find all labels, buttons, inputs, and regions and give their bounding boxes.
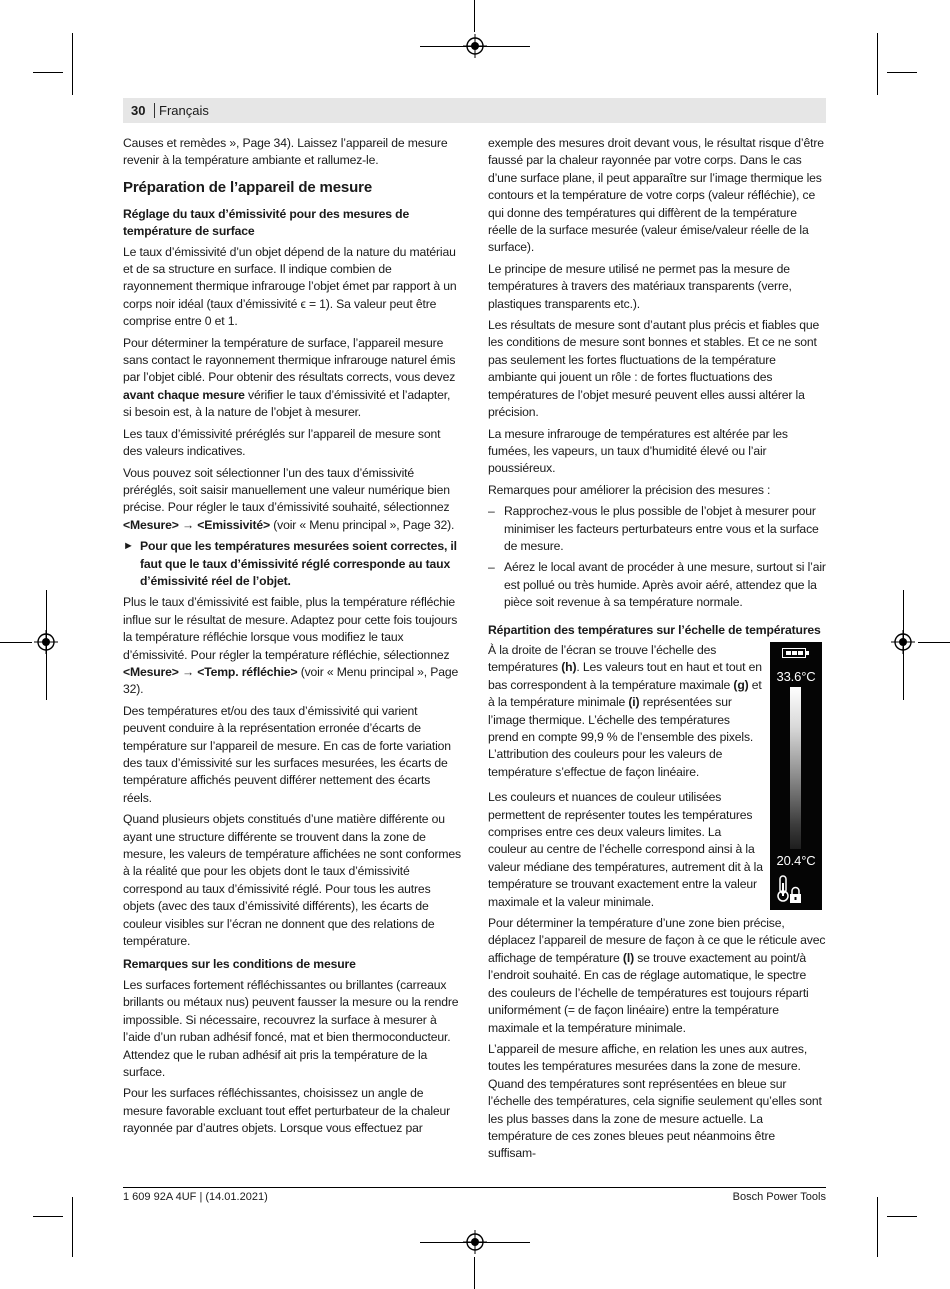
ref-i: (i) [628,695,640,710]
paragraph: Les taux d’émissivité préréglés sur l’appareil de mesure sont des valeurs indicatives. [123,426,441,459]
paragraph: exemple des mesures droit devant vous, le résultat risque d’être faussé par la chaleur rayonnée par votre corps. Dans le cas d’une surface plane, il peut apparaître sur l’image thermique les contours et la température de votre corps (valeur réfléchie), ce qui donne des températures qui diffèrent de la température réelle de la surface mesurée (valeur émise/valeur réelle de la surface). [488,136,824,255]
crop-mark [887,1216,917,1217]
subsection-heading: Réglage du taux d’émissivité pour des mesures de température de surface [123,206,410,239]
text-run: et à la température minimale [488,677,762,710]
text-run: . Les valeurs tout en haut et tout en bas correspondent à la température maximale [488,660,762,692]
max-temperature: 33.6°C [776,668,816,684]
page-language: Français [159,103,209,118]
text-run: À la droite de l’écran se trouve l’échelle des températures [488,642,717,675]
text-run: représentées sur l’image thermique. L’échelle des températures prend en compte 99,9 % de l’ensemble des pixels. L’attribution des couleurs pour les valeurs de température s’effectue de façon linéaire. [488,695,754,779]
paragraph [488,915,826,1037]
important-note [123,538,461,590]
header-separator [154,103,155,118]
text-run: Pour déterminer la température d’une zone bien précise, déplacez l’appareil de mesure de façon à ce que le réticule avec affichage de température [488,916,826,965]
temperature-gradient-bar [790,687,801,849]
menu-path-emissivite: <Emissivité> [197,517,270,532]
ref-l: (l) [622,950,634,965]
paragraph: L’appareil de mesure affiche, en relation les unes aux autres, toutes les températures mesurées dans la zone de mesure. Quand des températures sont représentées en bleue sur l’échelle des températures, cela signifie seulement qu’elles sont les plus basses dans la zone de mesure actuelle. La température de ces zones bleues peut néanmoins être suffisam- [488,1041,822,1161]
battery-icon [782,648,806,658]
footer-rule [123,1187,826,1188]
min-temperature: 20.4°C [776,852,816,868]
text-run: Plus le taux d’émissivité est faible, plus la température réfléchie influe sur le résultat de mesure. Adaptez pour cette fois toujours la température réfléchie lorsque vous modifiez le taux d’émissivité. Pour régler la température réfléchie, sélectionnez [123,595,458,662]
crop-mark [72,1197,73,1257]
paragraph: Le principe de mesure utilisé ne permet pas la mesure de températures à travers des matériaux transparents (verre, plastiques transparents etc.). [488,261,792,311]
text-run: Vous pouvez soit sélectionner l’un des taux d’émissivité préréglés, soit saisir manuellement une valeur numérique bien précise. Pour régler le taux d’émissivité souhaité, sélectionnez [123,465,450,515]
crop-mark [918,642,950,643]
menu-path-mesure: <Mesure> [123,664,179,679]
footer-doc-ref: 1 609 92A 4UF | (14.01.2021) [123,1191,268,1203]
list-item [488,559,826,611]
text-run: (voir « Menu principal », Page 32). [270,517,455,532]
paragraph [123,465,461,535]
paragraph: Les résultats de mesure sont d’autant plus précis et fiables que les conditions de mesure sont bonnes et stables. Et ce ne sont pas seulement les fortes fluctuations de la température ambiante qui jouent un rôle : de fortes fluctuations des températures de l’objet mesuré peuvent elles aussi altérer la précision. [488,318,820,420]
crop-mark [72,33,73,95]
dash-bullet: – [488,560,495,575]
list-item [488,503,826,555]
list-item-text: Aérez le local avant de procéder à une mesure, surtout si l’air est pollué ou très humide. Après avoir aéré, attendez que la pièce soit revenue à sa température normale. [504,560,826,610]
text-run: (voir « Menu principal », Page 32). [123,664,459,697]
ref-g: (g) [733,677,749,692]
footer-brand: Bosch Power Tools [732,1191,826,1203]
paragraph [123,594,461,698]
temperature-scale-display [770,642,822,910]
page-header [123,98,826,123]
text-run: se trouve exactement au point/à l’endroit souhaité. En cas de réglage automatique, le spectre des couleurs de l’échelle de températures est toujours réparti uniformément (= de façon linéaire) entre la température maximale et la température minimale. [488,950,809,1035]
paragraph: Pour les surfaces réfléchissantes, choisissez un angle de mesure favorable excluant tout effet perturbateur de la chaleur rayonnée par d’autres objets. Lorsque vous effectuez par [123,1086,451,1136]
registration-mark-icon [463,1230,487,1254]
note-text: Pour que les températures mesurées soient correctes, il faut que le taux d’émissivité réglé corresponde au taux d’émissivité réel de l’objet. [140,539,457,588]
list-item-text: Rapprochez-vous le plus possible de l’objet à mesurer pour minimiser les facteurs perturbateurs entre vous et la surface de mesure. [504,504,819,553]
subsection-heading: Remarques sur les conditions de mesure [123,957,356,972]
page-number: 30 [131,103,146,118]
paragraph: Les couleurs et nuances de couleur utilisées permettent de représenter toutes les températures comprises entre ces deux valeurs limites. La couleur au centre de l’échelle correspond ainsi à la valeur médiane des températures, autrement dit à la température se trouvant exactement entre la valeur maximale et la valeur minimale. [488,790,763,909]
crop-mark [474,0,475,32]
paragraph: Le taux d’émissivité d’un objet dépend de la nature du matériau et de sa structure en surface. Il indique combien de rayonnement thermique infrarouge l’objet émet par rapport à un corps noir idéal (taux d’émissivité ϵ = 1). Sa valeur peut être comprise entre 0 et 1. [123,244,457,329]
emphasis: avant chaque mesure [123,387,245,402]
crop-mark [877,1197,878,1257]
registration-mark-icon [463,34,487,58]
paragraph: Les surfaces fortement réfléchissantes ou brillantes (carreaux brillants ou métaux nus) peuvent fausser la mesure ou la rendre impossible. Si nécessaire, recouvrez la surface à mesurer à l’aide d’un ruban adhésif foncé, mat et bien thermoconducteur. Attendez que le ruban adhésif ait pris la température de la surface. [123,977,459,1079]
scale-text [488,642,763,911]
crop-mark [474,1257,475,1289]
paragraph: Remarques pour améliorer la précision des mesures : [488,482,771,497]
scale-section [488,642,826,911]
thermometer-lock-icon [776,874,804,904]
paragraph: Causes et remèdes », Page 34). Laissez l’appareil de mesure revenir à la température ambiante et rallumez-le. [123,136,448,168]
crop-mark [0,642,32,643]
crop-mark [887,72,917,73]
arrow-right-icon: ► [123,540,134,553]
battery-tip [806,651,809,655]
menu-arrow: → [181,517,195,532]
registration-mark-icon [34,630,58,654]
paragraph [123,335,461,422]
paragraph: Des températures et/ou des taux d’émissivité qui varient peuvent conduire à la représentation erronée d’écarts de température sur l’appareil de mesure. En cas de forte variation des taux d’émissivité sur les surfaces mesurées, les écarts de température affichés peuvent différer nettement des écarts réels. [123,703,451,805]
right-column [488,135,826,1167]
paragraph: La mesure infrarouge de températures est altérée par les fumées, les vapeurs, un taux d’humidité élevé ou l’air poussiéreux. [488,426,788,476]
menu-path-temp-reflechie: <Temp. réfléchie> [197,664,298,679]
registration-mark-icon [891,630,915,654]
paragraph: Quand plusieurs objets constitués d’une matière différente ou ayant une structure différente se trouvent dans la zone de mesure, les valeurs de température affichées ne sont conformes à la réalité que pour les objets dont le taux d’émissivité correspond au taux d’émissivité réglé. Pour tous les autres objets (avec des taux d’émissivité différents), les écarts de couleur visibles sur l’écran ne donnent que des relations de température. [123,812,461,949]
menu-arrow: → [181,664,195,679]
section-heading: Préparation de l’appareil de mesure [123,178,373,196]
crop-mark [877,33,878,95]
left-column [123,135,461,1142]
crop-mark [33,1216,63,1217]
dash-bullet: – [488,504,495,519]
ref-h: (h) [561,660,577,675]
crop-mark [33,72,63,73]
text-run: Pour déterminer la température de surface, l’appareil mesure sans contact le rayonnement thermique infrarouge naturel émis par l’objet ciblé. Pour obtenir des résultats corrects, vous devez [123,335,456,385]
paragraph [488,642,763,781]
text-run: vérifier le taux d’émissivité et l’adapter, si besoin est, à la nature de l’objet à mesurer. [123,387,451,420]
menu-path-mesure: <Mesure> [123,517,179,532]
subsection-heading: Répartition des températures sur l’échelle de températures [488,622,821,637]
